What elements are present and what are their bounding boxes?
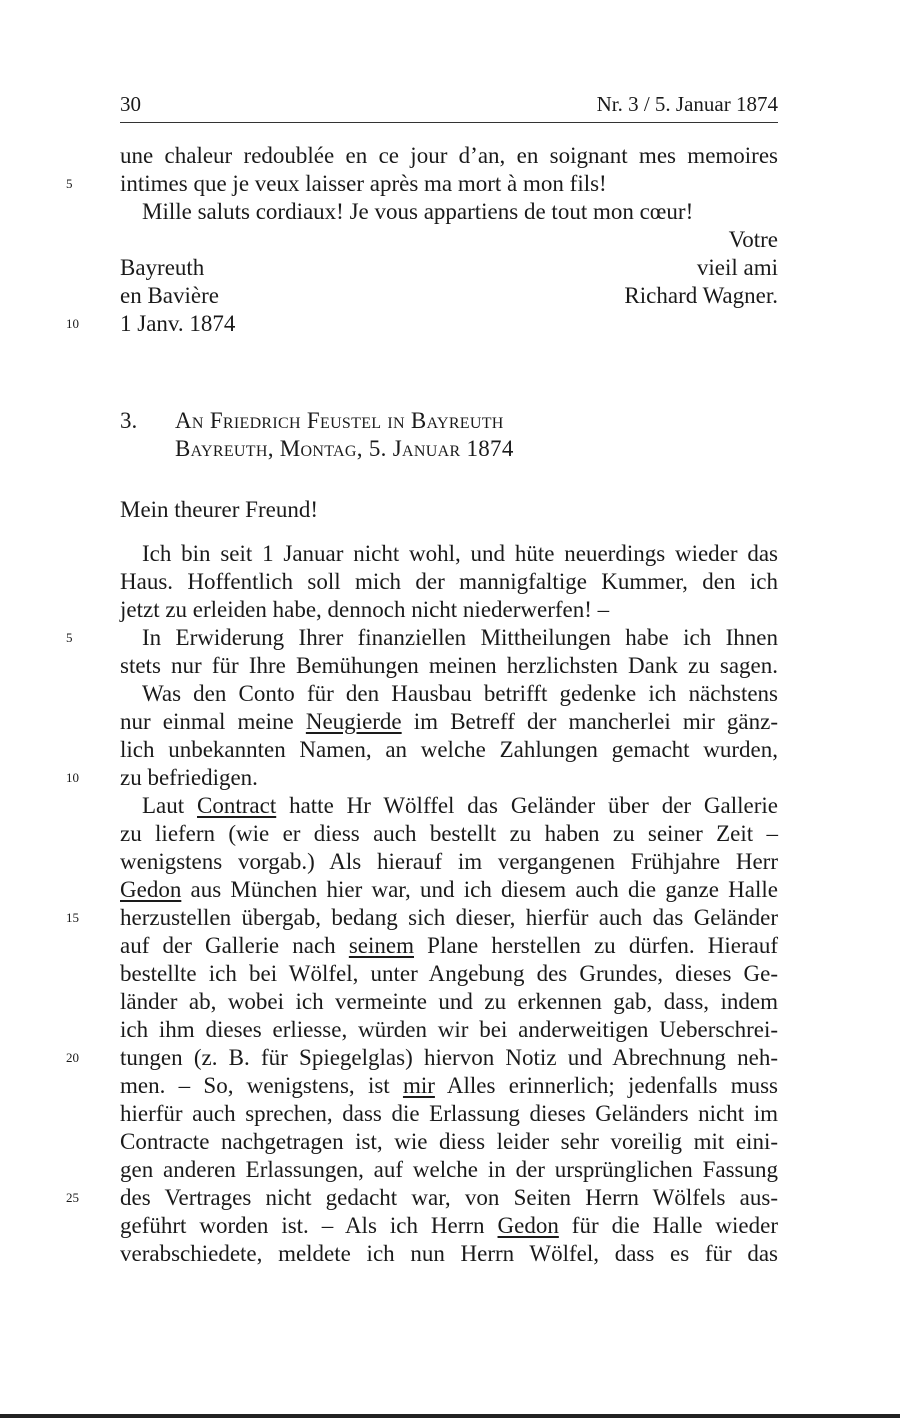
line-number: 15: [66, 910, 79, 925]
underlined-word: mir: [402, 1073, 435, 1098]
text-line: herzustellen übergab, bedang sich dieser, hierfür auch das Geländer: [120, 905, 778, 930]
place-line: Bayreuth: [120, 255, 205, 280]
text-line: [120, 1072, 778, 1100]
text-line: Ich bin seit 1 Januar nicht wohl, und hüte neuerdings wieder das: [142, 541, 778, 566]
text-line: des Vertrages nicht gedacht war, von Seiten Herrn Wölfels aus-: [120, 1185, 778, 1210]
running-header: [120, 92, 778, 123]
text-segment: für die Halle wieder: [558, 1213, 778, 1238]
line-number: 25: [66, 1190, 79, 1205]
text-segment: im Betreff der mancherlei mir gänz-: [401, 709, 778, 734]
text-segment: geführt worden ist. – Als ich Herrn: [120, 1213, 498, 1238]
text-line: gen anderen Erlassungen, auf welche in der ursprünglichen Fassung: [120, 1157, 778, 1182]
text-line: zu befriedigen.: [120, 765, 258, 790]
closing-line: vieil ami: [696, 255, 778, 280]
page-number: 30: [120, 92, 141, 116]
text-segment: Laut: [142, 793, 198, 818]
salutation: Mein theurer Freund!: [120, 497, 318, 522]
underlined-word: seinem: [348, 933, 414, 958]
text-line: länder ab, wobei ich vermeinte und zu erkennen gab, dass, indem: [120, 989, 778, 1014]
text-line: [120, 876, 778, 904]
text-line: ich ihm dieses erliesse, würden wir bei anderweitigen Ueberschrei-: [120, 1017, 778, 1042]
line-number: 5: [66, 630, 73, 645]
text-line: une chaleur redoublée en ce jour d’an, en soignant mes memoires: [120, 143, 778, 168]
date-line: 1 Janv. 1874: [120, 311, 236, 336]
text-line: Haus. Hoffentlich soll mich der mannigfaltige Kummer, den ich: [120, 569, 778, 594]
text-line: [120, 1212, 778, 1240]
text-segment: aus München hier war, und ich diesem auch die ganze Halle: [181, 877, 778, 902]
text-segment: hatte Hr Wölffel das Geländer über der Gallerie: [276, 793, 778, 818]
text-line: [120, 708, 778, 736]
text-line: hierfür auch sprechen, dass die Erlassung dieses Geländers nicht im: [120, 1101, 778, 1126]
closing-line: Votre: [728, 227, 778, 252]
text-line: verabschiedete, meldete ich nun Herrn Wölfel, dass es für das: [120, 1241, 778, 1266]
letter-heading-recipient: An Friedrich Feustel in Bayreuth: [175, 408, 504, 433]
text-line: zu liefern (wie er diess auch bestellt zu haben zu seiner Zeit –: [120, 821, 778, 846]
text-segment: nur einmal meine: [120, 709, 306, 734]
text-line: tungen (z. B. für Spiegelglas) hiervon Notiz und Abrechnung neh-: [120, 1045, 778, 1070]
text-segment: men. – So, wenigstens, ist: [120, 1073, 403, 1098]
text-segment: Plane herstellen zu dürfen. Hierauf: [414, 933, 778, 958]
text-line: wenigstens vorgab.) Als hierauf im vergangenen Frühjahre Herr: [120, 849, 778, 874]
page-bottom-edge: [0, 1414, 900, 1418]
running-title: Nr. 3 / 5. Januar 1874: [596, 92, 778, 116]
text-line: stets nur für Ihre Bemühungen meinen herzlichsten Dank zu sagen.: [120, 653, 778, 678]
text-line: In Erwiderung Ihrer finanziellen Mittheilungen habe ich Ihnen: [142, 625, 778, 650]
text-line: Mille saluts cordiaux! Je vous appartiens de tout mon cœur!: [142, 199, 694, 224]
text-line: intimes que je veux laisser après ma mort à mon fils!: [120, 171, 607, 196]
letter-heading-date: Bayreuth, Montag, 5. Januar 1874: [175, 436, 514, 461]
underlined-word: Gedon: [497, 1213, 559, 1238]
text-line: Contracte nachgetragen ist, wie diess leider sehr voreilig mit eini-: [120, 1129, 778, 1154]
signature: Richard Wagner.: [624, 283, 778, 308]
line-number: 10: [66, 316, 79, 331]
line-number: 20: [66, 1050, 79, 1065]
text-segment: Alles erinnerlich; jedenfalls muss: [434, 1073, 778, 1098]
line-number: 5: [66, 176, 73, 191]
text-line: lich unbekannten Namen, an welche Zahlungen gemacht wurden,: [120, 737, 778, 762]
text-line: jetzt zu erleiden habe, dennoch nicht niederwerfen! –: [120, 597, 610, 622]
text-line: bestellte ich bei Wölfel, unter Angebung des Grundes, dieses Ge-: [120, 961, 778, 986]
text-segment: auf der Gallerie nach: [120, 933, 349, 958]
underlined-word: Gedon: [120, 877, 182, 902]
underlined-word: Neugierde: [305, 709, 402, 734]
underlined-word: Contract: [197, 793, 277, 818]
text-line: [142, 792, 778, 820]
text-line: Was den Conto für den Hausbau betrifft gedenke ich nächstens: [142, 681, 778, 706]
line-number: 10: [66, 770, 79, 785]
place-line: en Bavière: [120, 283, 219, 308]
letter-number: 3.: [120, 408, 138, 433]
text-line: [120, 932, 778, 960]
